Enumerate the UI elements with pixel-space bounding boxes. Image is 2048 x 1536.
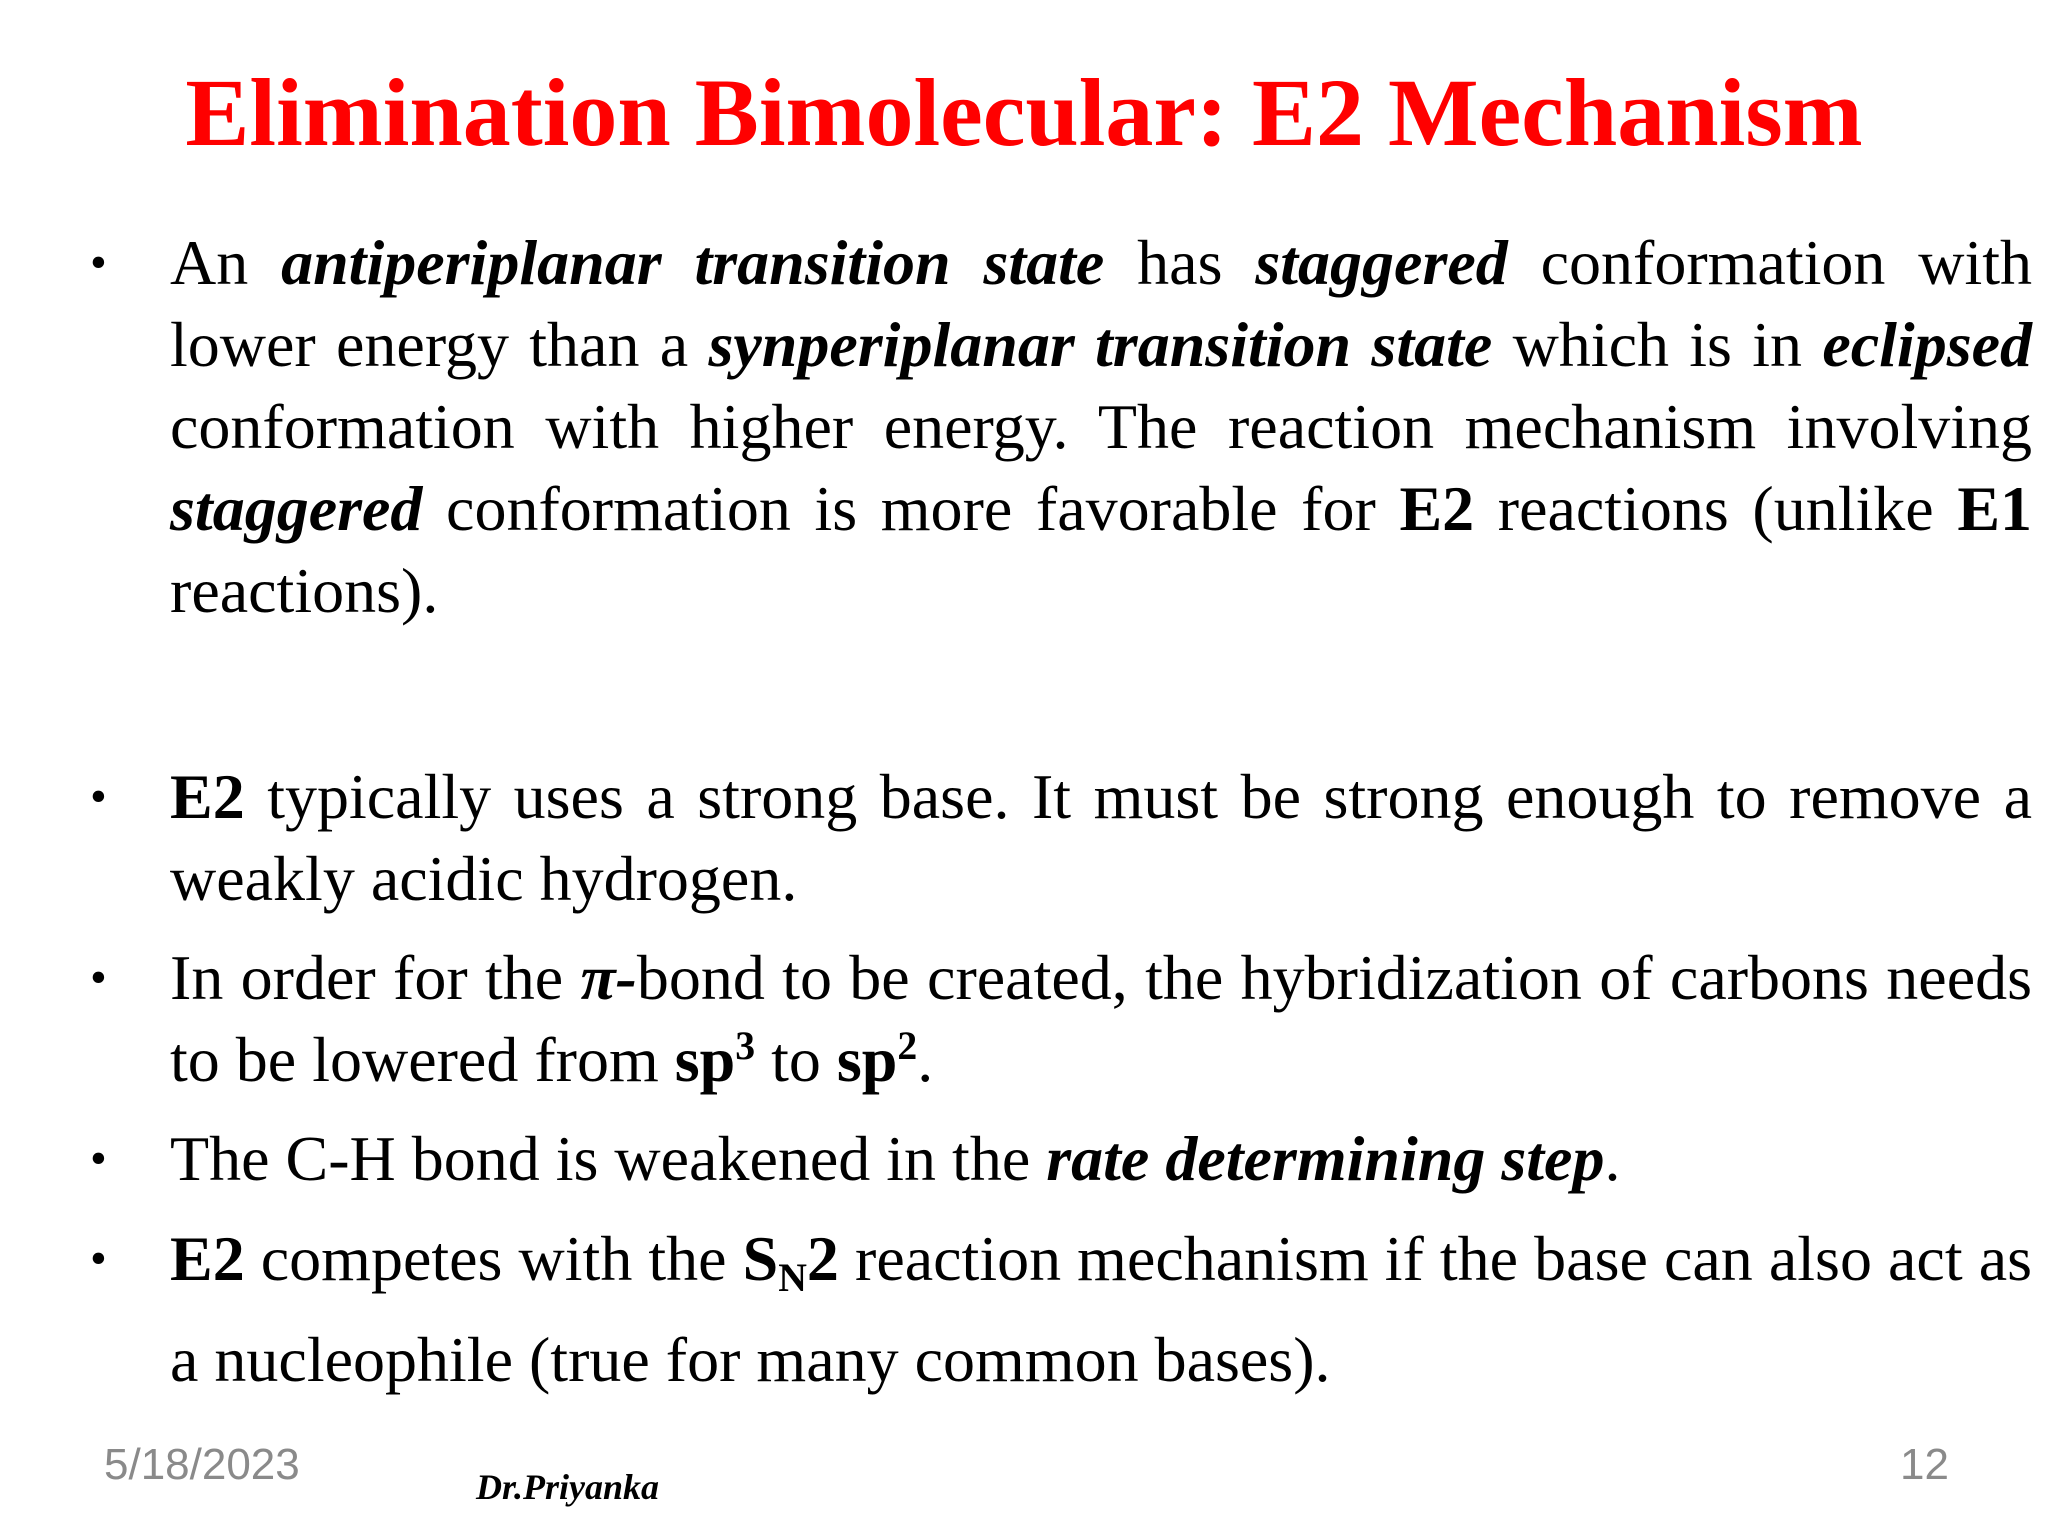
bullet-text-segment: staggered [170, 473, 423, 544]
bullet-text-segment: antiperiplanar transition state [281, 227, 1105, 298]
bullet-antiperiplanar [170, 222, 2032, 632]
footer-author: Dr.Priyanka [476, 1467, 660, 1507]
bullet-marker: • [90, 1232, 107, 1285]
bullet-text-segment: E2 [170, 1223, 245, 1294]
bullet-text-segment: 3 [735, 1024, 756, 1069]
bullet-strong-base [170, 756, 2032, 920]
bullet-text-segment: reactions (unlike [1474, 473, 1958, 544]
bullet-text-segment: 2 [806, 1223, 839, 1294]
bullet-text-segment: has [1104, 227, 1256, 298]
bullet-text-segment: to [755, 1024, 837, 1095]
bullet-text-segment: competes with the [244, 1223, 743, 1294]
bullet-text-segment: conformation with lower energy than a [170, 227, 2033, 380]
bullet-text-segment: 2 [897, 1024, 918, 1069]
bullet-text-segment: π- [580, 942, 637, 1013]
footer-date: 5/18/2023 [104, 1440, 300, 1489]
bullet-text-segment: In order for the [170, 942, 581, 1013]
bullet-marker: • [90, 770, 107, 823]
bullet-text-segment: E2 [170, 761, 245, 832]
bullet-text-segment: staggered [1255, 227, 1508, 298]
page-number: 12 [1900, 1440, 1949, 1489]
bullet-text-segment: conformation with higher energy. The reaction mechanism involving [170, 391, 2032, 462]
slide-title: Elimination Bimolecular: E2 Mechanism [185, 59, 1863, 166]
bullet-text-segment: N [778, 1256, 807, 1301]
bullet-text-segment: . [917, 1024, 934, 1095]
bullet-sn2-competition [170, 1218, 2032, 1401]
bullet-text-segment: bond to be created, the hybridization of carbons needs to be lowered from [170, 942, 2033, 1095]
bullet-text-segment: reactions). [170, 555, 439, 626]
bullet-text-segment: rate determining step [1046, 1123, 1605, 1194]
bullet-text-segment: . [1604, 1123, 1621, 1194]
bullet-text-segment: reaction mechanism if the base can also act as a nucleophile (true for many common bases). [170, 1223, 2033, 1396]
bullet-text-segment: sp [674, 1024, 736, 1095]
bullet-text-segment: which is in [1492, 309, 1823, 380]
bullet-marker: • [90, 1132, 107, 1185]
bullet-text-segment: The C-H bond is weakened in the [170, 1123, 1047, 1194]
bullet-marker: • [90, 236, 107, 289]
bullet-text-segment: synperiplanar transition state [708, 309, 1493, 380]
bullet-text-segment: eclipsed [1822, 309, 2033, 380]
bullet-hybridization [170, 937, 2032, 1101]
bullet-text-segment: sp [836, 1024, 898, 1095]
bullet-text-segment: conformation is more favorable for [422, 473, 1400, 544]
bullet-text-segment: S [742, 1223, 779, 1294]
bullet-marker: • [90, 951, 107, 1004]
bullet-text-segment: E1 [1957, 473, 2033, 544]
bullet-text-segment: typically uses a strong base. It must be strong enough to remove a weakly acidic hydrogen. [170, 761, 2032, 914]
bullet-text-segment: E2 [1399, 473, 1475, 544]
bullet-text-segment: An [170, 227, 282, 298]
bullet-rate-determining-step [170, 1118, 2032, 1200]
